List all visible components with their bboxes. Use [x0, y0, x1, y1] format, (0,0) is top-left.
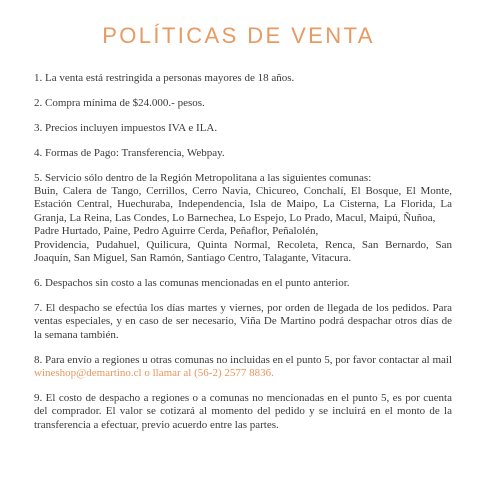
policy-item-3: 3. Precios incluyen impuestos IVA e ILA. — [34, 121, 218, 134]
policy-item-9: 9. El costo de despacho a regiones o a comunas no mencionadas en el punto 5, es por cuenta del comprador. El valor se cotizará al momento del pedido y se incluirá en el monto de la transferencia a efectuar, previo acuerdo entre las partes. — [34, 391, 452, 431]
policy-item-8-text: 8. Para envío a regiones u otras comunas no incluidas en el punto 5, por favor contactar al mail — [34, 353, 452, 366]
contact-link[interactable]: wineshop@demartino.cl o llamar al (56-2) 2577 8836. — [34, 367, 274, 379]
comunas-list-2: Padre Hurtado, Paine, Pedro Aguirre Cerda, Peñaflor, Peñalolén, — [34, 225, 319, 238]
comunas-list-1: Buin, Calera de Tango, Cerrillos, Cerro Navia, Chicureo, Conchalí, El Bosque, El Monte, Estación Central, Huechuraba, Independencia, Isla de Maipo, La Cisterna, La Florida, La Granja, La Reina, Las Condes, Lo Barnechea, Lo Espejo, Lo Prado, Macul, Maipú, Ñuñoa, — [34, 185, 452, 224]
policy-item-2: 2. Compra mínima de $24.000.- pesos. — [34, 96, 205, 109]
policy-item-7: 7. El despacho se efectúa los días martes y viernes, por orden de llegada de los pedidos. Para ventas especiales, y en caso de ser necesario, Viña De Martino podrá despachar otros días de la semana también. — [34, 301, 452, 341]
page-title: POLÍTICAS DE VENTA — [102, 23, 375, 48]
policies-list — [34, 72, 452, 444]
policy-item-5-intro: 5. Servicio sólo dentro de la Región Metropolitana a las siguientes comunas: — [34, 171, 372, 184]
policy-item-4: 4. Formas de Pago: Transferencia, Webpay. — [34, 146, 225, 159]
policy-item-8 — [34, 354, 452, 381]
comunas-list-3: Providencia, Pudahuel, Quilicura, Quinta Normal, Recoleta, Renca, San Bernardo, San Joaquín, San Miguel, San Ramón, Santiago Centro, Talagante, Vitacura. — [34, 238, 452, 265]
policy-item-1: 1. La venta está restringida a personas mayores de 18 años. — [34, 72, 295, 84]
policy-item-6: 6. Despachos sin costo a las comunas mencionadas en el punto anterior. — [34, 276, 350, 289]
policy-item-5 — [34, 172, 452, 266]
